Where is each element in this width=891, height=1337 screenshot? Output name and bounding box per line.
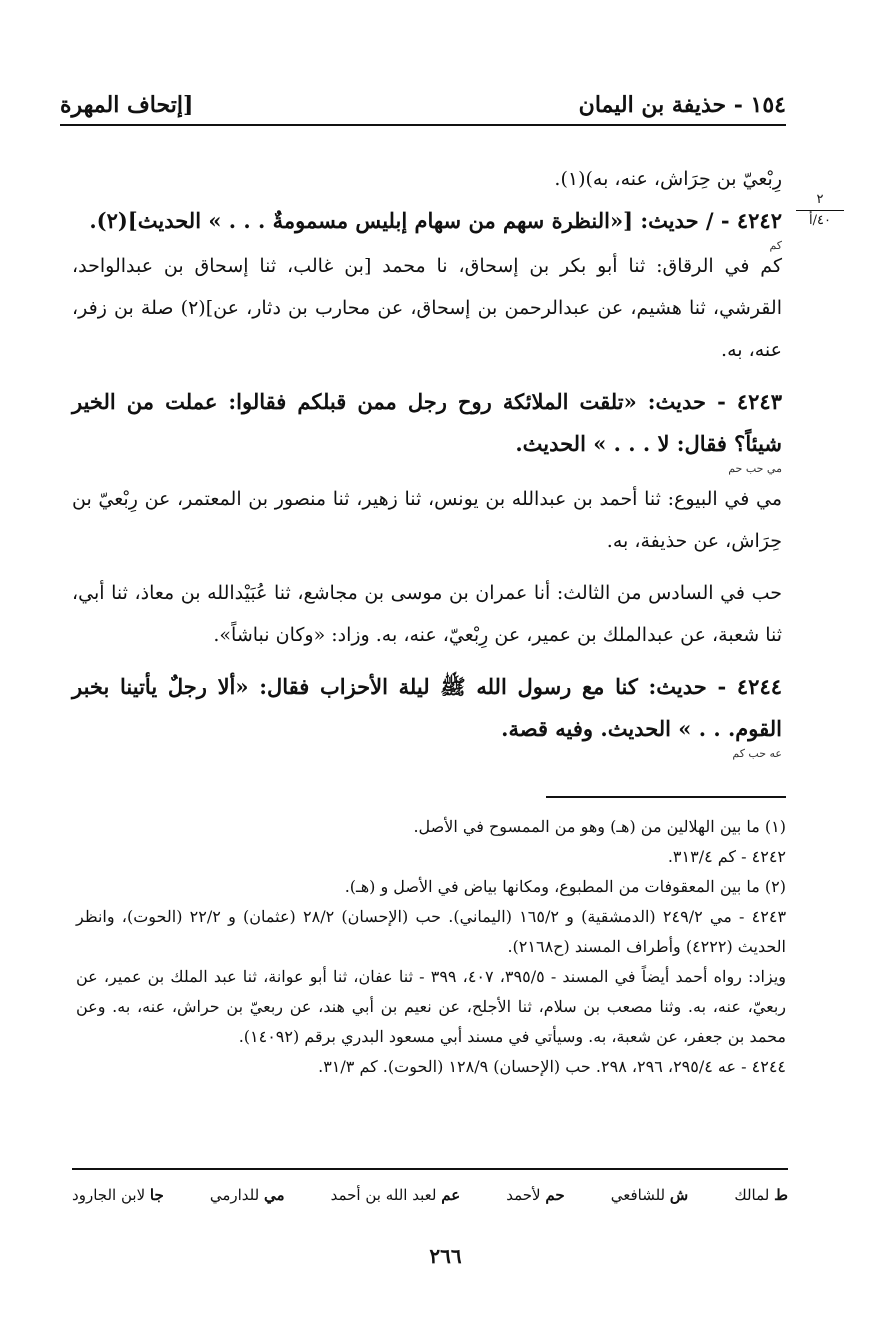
hadith-sources: مي حب حم <box>728 462 782 475</box>
hadith-number: ٤٢٤٤ <box>736 674 783 699</box>
legend-name: للدارمي <box>209 1186 260 1204</box>
hadith-entry <box>72 381 782 474</box>
legend-name: لمالك <box>734 1186 770 1204</box>
footnote: ٤٢٤٢ - كم ٣١٣/٤. <box>667 847 786 866</box>
hadith-entry <box>72 200 782 251</box>
footnote-rule <box>546 796 786 798</box>
hadith-sources: عه حب كم <box>732 747 782 760</box>
text-paragraph: رِبْعيّ بن حِرَاش، عنه، به)(١). <box>554 168 782 190</box>
chapter-title: ١٥٤ - حذيفة بن اليمان <box>578 92 786 118</box>
legend-item <box>72 1186 164 1204</box>
margin-ref-line <box>796 210 844 211</box>
margin-ref-top: ٢ <box>816 192 824 207</box>
legend-abbr: عم <box>441 1186 461 1204</box>
footnote: ٤٢٤٤ - عه ٢٩٥/٤، ٢٩٦، ٢٩٨. حب (الإحسان) ١٢٨/٩ (الحوت). كم ٣١/٣. <box>318 1057 786 1076</box>
abbreviation-legend <box>72 1186 788 1204</box>
hadith-text: - حديث: «تلقت الملائكة روح رجل ممن قبلكم فقالوا: عملت من الخير شيئاً؟ فقال: لا . . . » الحديث. <box>72 389 782 456</box>
header-rule <box>60 124 786 126</box>
hadith-entry <box>72 666 782 759</box>
main-text <box>72 158 783 760</box>
margin-ref-bottom: ٤٠/أ <box>809 213 831 228</box>
footnote: ٤٢٤٣ - مي ٢٤٩/٢ (الدمشقية) و ١٦٥/٢ (اليماني). حب (الإحسان) ٢٨/٢ (عثمان) و ٢٢/٢ (الحوت)، وانظر الحديث (٤٢٢٢) وأطراف المسند (ح٢١٦٨). <box>76 907 787 956</box>
margin-manuscript-ref <box>796 192 844 229</box>
legend-item <box>611 1186 689 1204</box>
text-paragraph: كم في الرقاق: ثنا أبو بكر بن إسحاق، نا محمد [بن غالب، ثنا إسحاق بن عبدالواحد، القرشي، ثنا هشيم، عن عبدالرحمن بن إسحاق، عن محارب بن دثار، عن](٢) صلة بن زفر، عنه، به. <box>72 255 782 361</box>
footnote: (١) ما بين الهلالين من (هـ) وهو من الممسوح في الأصل. <box>413 817 786 836</box>
book-title: [إتحاف المهرة <box>60 92 194 118</box>
text-paragraph: مي في البيوع: ثنا أحمد بن عبدالله بن يونس، ثنا زهير، ثنا منصور بن المعتمر، عن رِبْعيّ بن حِرَاش، عن حذيفة، به. <box>72 488 782 552</box>
page-number: ٢٦٦ <box>429 1244 462 1268</box>
text-paragraph: حب في السادس من الثالث: أنا عمران بن موسى بن مجاشع، ثنا عُبَيْدالله بن معاذ، ثنا أبي، ثنا شعبة، عن عبدالملك بن عمير، عن رِبْعيّ، عنه، به. وزاد: «وكان نباشاً». <box>72 582 782 646</box>
hadith-number: ٤٢٤٣ <box>736 389 782 414</box>
legend-item <box>734 1186 788 1204</box>
hadith-number: ٤٢٤٢ <box>736 208 782 233</box>
hadith-text: - حديث: كنا مع رسول الله ﷺ ليلة الأحزاب فقال: «ألا رجلٌ يأتينا بخبر القوم. . . » الحديث. وفيه قصة. <box>72 674 782 741</box>
legend-item <box>210 1186 285 1204</box>
legend-abbr: حم <box>545 1186 565 1204</box>
footnotes <box>76 812 786 1082</box>
legend-abbr: ش <box>669 1186 689 1204</box>
legend-abbr: جا <box>149 1186 164 1204</box>
hadith-text: - / حديث: [«النظرة سهم من سهام إبليس مسمومةٌ . . . » الحديث](٢). <box>89 208 730 233</box>
legend-name: للشافعي <box>610 1186 666 1204</box>
legend-rule <box>72 1168 788 1170</box>
legend-abbr: ط <box>774 1186 788 1204</box>
legend-item <box>506 1186 564 1204</box>
legend-name: لأحمد <box>506 1186 541 1204</box>
legend-item <box>331 1186 461 1204</box>
legend-name: لعبد الله بن أحمد <box>330 1186 437 1204</box>
legend-abbr: مي <box>263 1186 285 1204</box>
footnote: (٢) ما بين المعقوفات من المطبوع، ومكانها بياض في الأصل و (هـ). <box>344 877 786 896</box>
legend-name: لابن الجارود <box>72 1186 146 1204</box>
hadith-sources: كم <box>769 239 782 252</box>
running-header <box>60 78 786 118</box>
footnote: ويزاد: رواه أحمد أيضاً في المسند - ٣٩٥/٥، ٤٠٧، ٣٩٩ - ثنا عفان، ثنا أبو عوانة، ثنا عبد الملك بن عمير، عن ربعيّ، عنه، به. وثنا مصعب بن سلام، ثنا الأجلح، عن نعيم بن أبي هند، عن ربعيّ بن حراش، عنه، به. وعن محمد بن جعفر، عن شعبة، به. وسيأتي في مسند أبي مسعود البدري برقم (١٤٠٩٢). <box>76 967 787 1046</box>
